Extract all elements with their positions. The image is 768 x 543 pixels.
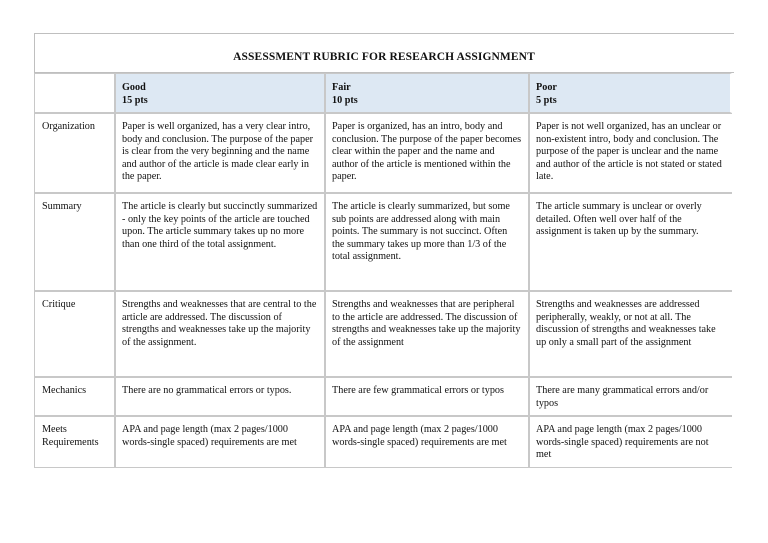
rubric-cell: APA and page length (max 2 pages/1000 words-single spaced) requirements are not met (529, 416, 732, 468)
header-cell-good (115, 73, 325, 113)
rubric-cell: APA and page length (max 2 pages/1000 words-single spaced) requirements are met (115, 416, 325, 468)
rubric-cell: The article is clearly but succinctly summarized - only the key points of the article are touched upon. The article summary takes up no more than one third of the total assignment. (115, 193, 325, 291)
column-points: 10 pts (332, 94, 358, 106)
rubric-cell: Strengths and weaknesses that are central to the article are addressed. The discussion of strengths and weaknesses take up the majority of the assignment. (115, 291, 325, 377)
rubric-table (34, 73, 732, 468)
rubric-cell: Strengths and weaknesses are addressed peripherally, weakly, or not at all. The discussion of strengths and weaknesses take up only a small part of the assignment (529, 291, 732, 377)
table-row (34, 377, 732, 416)
criterion-label: Summary (34, 193, 115, 291)
rubric-sheet (34, 33, 734, 473)
table-row (34, 193, 732, 291)
header-cell-poor (529, 73, 732, 113)
rubric-cell: Paper is not well organized, has an unclear or non-existent intro, body and conclusion. The purpose of the paper is unclear and the name and author of the article is not stated or stated late. (529, 113, 732, 193)
column-name: Good (122, 82, 146, 93)
rubric-cell: There are no grammatical errors or typos. (115, 377, 325, 416)
rubric-cell: The article summary is unclear or overly detailed. Often well over half of the assignment is taken up by the summary. (529, 193, 732, 291)
criterion-label: Mechanics (34, 377, 115, 416)
rubric-cell: Paper is well organized, has a very clear intro, body and conclusion. The purpose of the paper is clear from the very beginning and the name and author of the article is made clear early in the paper. (115, 113, 325, 193)
column-points: 5 pts (536, 94, 557, 106)
rubric-cell: Strengths and weaknesses that are peripheral to the article are addressed. The discussion of strengths and weaknesses take up the majority of the assignment (325, 291, 529, 377)
page-title: ASSESSMENT RUBRIC FOR RESEARCH ASSIGNMENT (233, 51, 535, 63)
table-row (34, 113, 732, 193)
table-row (34, 291, 732, 377)
criterion-label: Critique (34, 291, 115, 377)
table-row (34, 416, 732, 468)
column-name: Fair (332, 82, 351, 93)
header-cell-fair (325, 73, 529, 113)
column-name: Poor (536, 82, 557, 93)
rubric-cell: There are few grammatical errors or typos (325, 377, 529, 416)
criterion-label: Meets Requirements (34, 416, 115, 468)
rubric-cell: There are many grammatical errors and/or typos (529, 377, 732, 416)
table-header-row (34, 73, 732, 113)
column-points: 15 pts (122, 94, 148, 106)
rubric-cell: Paper is organized, has an intro, body and conclusion. The purpose of the paper becomes clear within the paper and the name and author of the article is mentioned within the paper. (325, 113, 529, 193)
rubric-cell: The article is clearly summarized, but some sub points are addressed along with main points. The summary is not succinct. Often the summary takes up more than 1/3 of the total assignment. (325, 193, 529, 291)
criterion-label: Organization (34, 113, 115, 193)
rubric-cell: APA and page length (max 2 pages/1000 words-single spaced) requirements are met (325, 416, 529, 468)
header-corner-cell (34, 73, 115, 113)
